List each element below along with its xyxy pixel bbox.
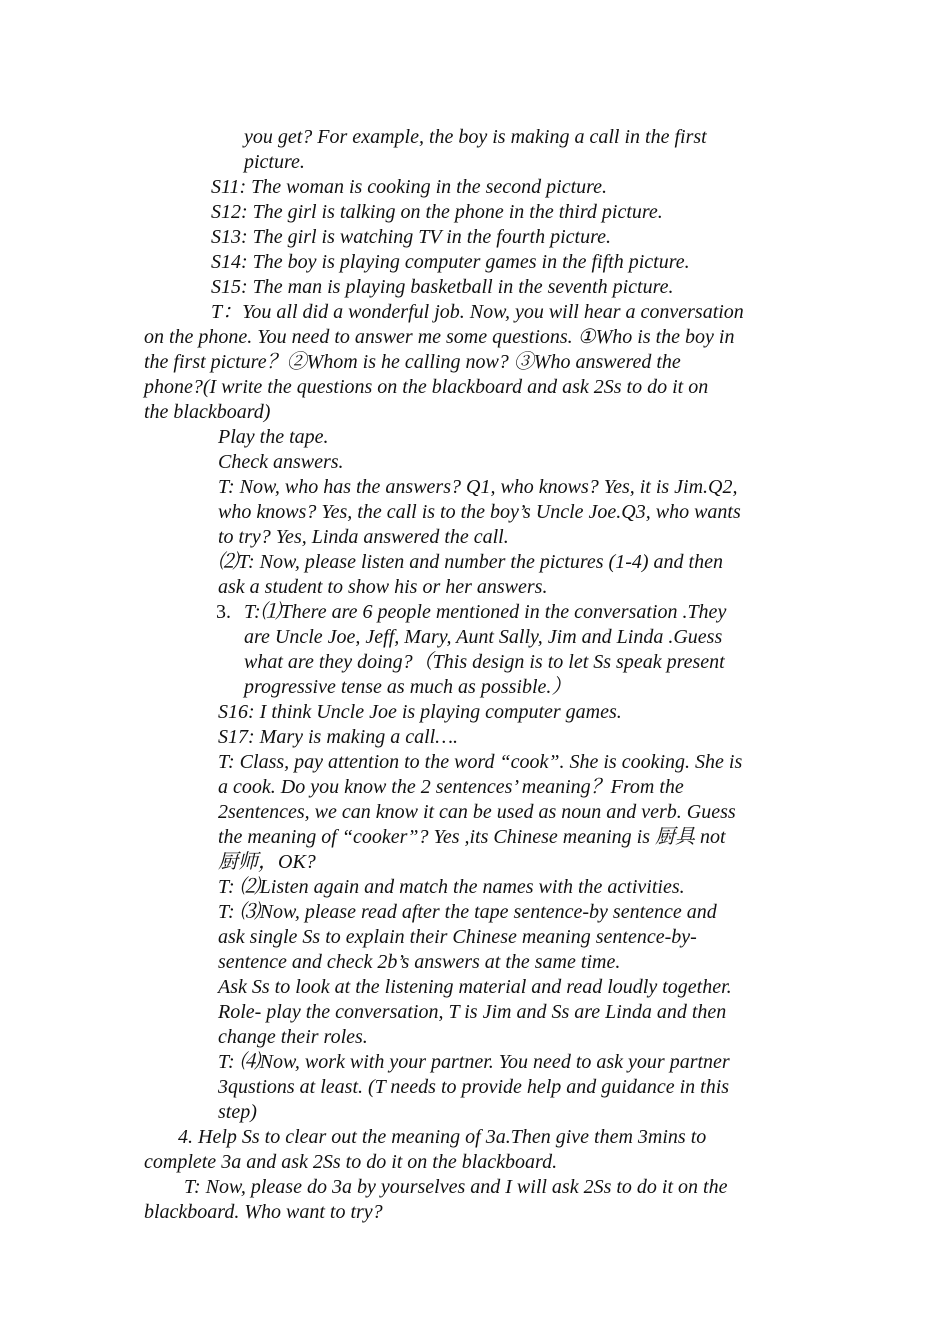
text-line: progressive tense as much as possible.） — [244, 676, 572, 698]
text-line: Play the tape. — [218, 426, 329, 448]
text-line: the first picture？②Whom is he calling now? ③Who answered the — [144, 351, 681, 373]
text-line: sentence and check 2b’s answers at the same time. — [218, 951, 621, 973]
text-line: S13: The girl is watching TV in the fourth picture. — [211, 226, 611, 248]
text-line: 4. Help Ss to clear out the meaning of 3a.Then give them 3mins to — [178, 1126, 707, 1148]
text-line: a cook. Do you know the 2 sentences’ meaning？From the — [218, 776, 684, 798]
text-line: S14: The boy is playing computer games in the fifth picture. — [211, 251, 690, 273]
text-line: T:⑴There are 6 people mentioned in the conversation .They — [244, 601, 727, 623]
text-line: T: Now, please do 3a by yourselves and I will ask 2Ss to do it on the — [184, 1176, 728, 1198]
text-line: 厨师，OK? — [218, 851, 316, 873]
text-line: S12: The girl is talking on the phone in the third picture. — [211, 201, 663, 223]
text-line: 2sentences, we can know it can be used as noun and verb. Guess — [218, 801, 736, 823]
list-number: 3. — [216, 601, 231, 623]
text-line: T: Class, pay attention to the word “cook”. She is cooking. She is — [218, 751, 743, 773]
text-line: Role- play the conversation, T is Jim and Ss are Linda and then — [218, 1001, 727, 1023]
text-line: the blackboard) — [144, 401, 271, 423]
text-line: ask a student to show his or her answers. — [218, 576, 548, 598]
text-line: Check answers. — [218, 451, 344, 473]
text-line: step) — [218, 1101, 257, 1123]
text-line: the meaning of “cooker”? Yes ,its Chinese meaning is 厨具 not — [218, 826, 726, 848]
text-line: ⑵T: Now, please listen and number the pictures (1-4) and then — [218, 551, 723, 573]
text-line: picture. — [244, 151, 305, 173]
text-line: T: Now, who has the answers? Q1, who knows? Yes, it is Jim.Q2, — [218, 476, 738, 498]
text-line: S17: Mary is making a call…. — [218, 726, 458, 748]
text-line: ask single Ss to explain their Chinese meaning sentence-by- — [218, 926, 697, 948]
text-line: S16: I think Uncle Joe is playing computer games. — [218, 701, 622, 723]
text-line: are Uncle Joe, Jeff, Mary, Aunt Sally, Jim and Linda .Guess — [244, 626, 723, 648]
text-line: S15: The man is playing basketball in the seventh picture. — [211, 276, 674, 298]
text-line: complete 3a and ask 2Ss to do it on the blackboard. — [144, 1151, 558, 1173]
text-line: change their roles. — [218, 1026, 368, 1048]
text-line: T：You all did a wonderful job. Now, you will hear a conversation — [211, 301, 744, 323]
text-line: phone?(I write the questions on the blackboard and ask 2Ss to do it on — [144, 376, 709, 398]
text-line: T: ⑷Now, work with your partner. You need to ask your partner — [218, 1051, 730, 1073]
text-line: blackboard. Who want to try? — [144, 1201, 383, 1223]
text-line: on the phone. You need to answer me some questions. ①Who is the boy in — [144, 326, 735, 348]
text-line: T: ⑶Now, please read after the tape sentence-by sentence and — [218, 901, 717, 923]
text-line: 3qustions at least. (T needs to provide help and guidance in this — [218, 1076, 730, 1098]
text-line: what are they doing?（This design is to let Ss speak present — [244, 651, 725, 673]
text-line: you get? For example, the boy is making a call in the first — [244, 126, 707, 148]
text-line: Ask Ss to look at the listening material and read loudly together. — [218, 976, 732, 998]
text-line: T: ⑵Listen again and match the names with the activities. — [218, 876, 685, 898]
text-line: who knows? Yes, the call is to the boy’s Uncle Joe.Q3, who wants — [218, 501, 741, 523]
text-line: S11: The woman is cooking in the second picture. — [211, 176, 608, 198]
text-line: to try? Yes, Linda answered the call. — [218, 526, 509, 548]
